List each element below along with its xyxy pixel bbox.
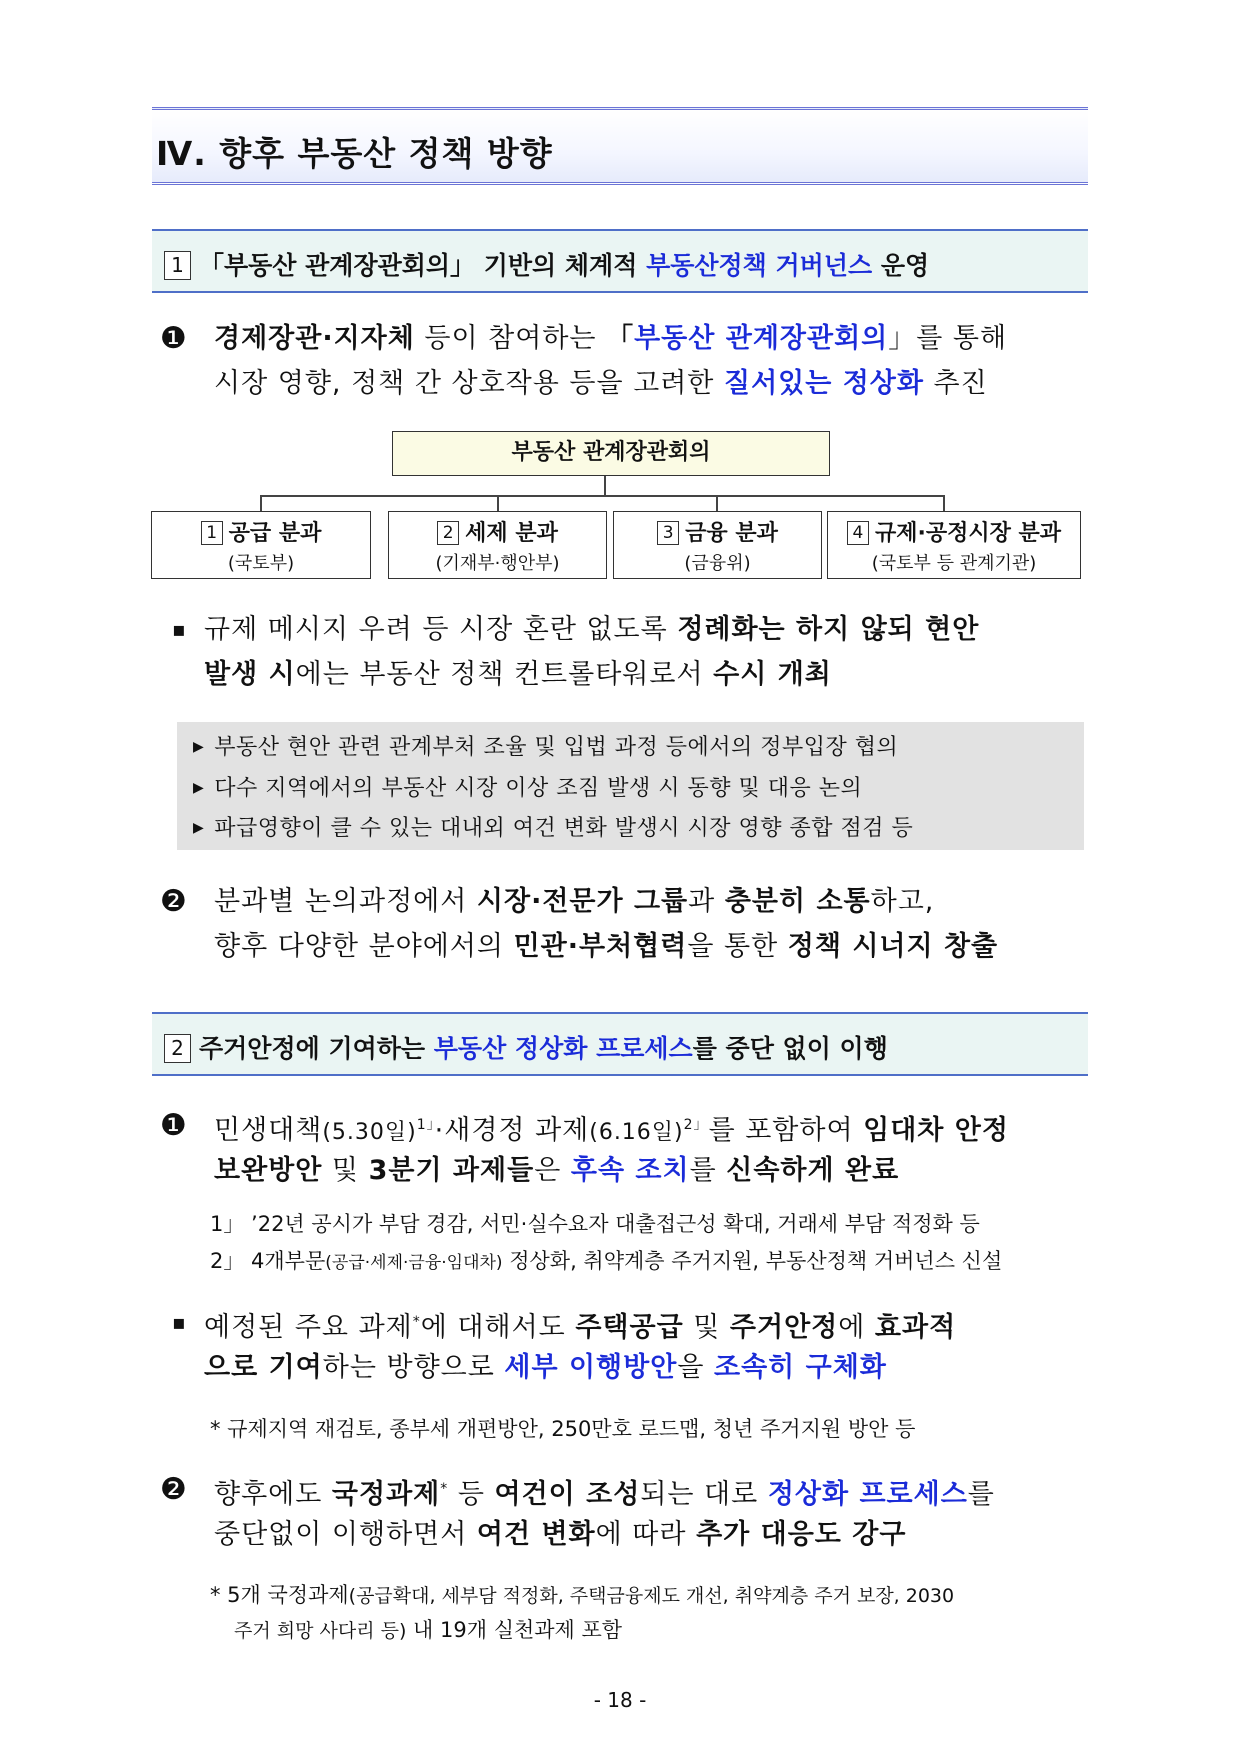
org-box-supply-num: 1 (201, 521, 223, 545)
s2-item-2 (160, 1467, 1100, 1557)
org-connector-4 (943, 495, 945, 511)
s2-bullet-bold-c: 주택공급 (575, 1312, 684, 1343)
s2-bullet-bold-g: 효과적 (874, 1312, 957, 1343)
square-bullet-icon: ▪ (172, 617, 187, 641)
s2-item-2-line-1 (214, 1467, 995, 1517)
section-1-header (152, 229, 1088, 293)
org-box-regulation-num: 4 (847, 521, 869, 545)
s1-item-1-text-e: 」를 통해 (888, 323, 1008, 354)
org-box-finance-num: 3 (657, 521, 679, 545)
s2-item-2-sup: * (440, 1481, 449, 1497)
s1-item-1-bracket-open: 「 (606, 323, 635, 354)
s2-item-2-note-b: (공급확대, 세부담 적정화, 주택금융제도 개선, 취약계층 주거 보장, 2030 (348, 1585, 955, 1607)
chapter-title (152, 107, 1088, 185)
s2-item-1-footnote-2: 2」 (683, 1117, 709, 1133)
s2-item-2-note-line-2 (234, 1614, 622, 1644)
s2-item-1-footnote-1: 1」 (416, 1117, 435, 1133)
number-2-icon: ❷ (160, 1472, 187, 1507)
s1-item-2-bold-d: 충분히 소통 (724, 886, 871, 917)
s2-item-1-text-d: ·새경정 과제 (434, 1115, 590, 1146)
s1-item-1-line-2 (214, 361, 988, 406)
org-box-regulation-title: 규제·공정시장 분과 (874, 521, 1062, 546)
s2-bullet-sup: * (412, 1314, 421, 1330)
org-chart-top: 부동산 관계장관회의 (392, 431, 830, 476)
s2-item-2-line-2 (214, 1512, 906, 1557)
s1-item-1-l2-highlight: 질서있는 정상화 (723, 368, 924, 399)
s1-item-2-l2-bold-d: 정책 시너지 창출 (787, 931, 999, 962)
org-connector-1 (260, 495, 262, 511)
s2-bullet-l2-bold-a: 으로 기여 (204, 1352, 323, 1383)
s2-bullet-text-d: 및 (683, 1312, 730, 1343)
s2-item-1-text-a: 민생대책 (214, 1115, 323, 1146)
s2-item-2-bold-b: 국정과제 (331, 1479, 441, 1510)
s1-bullet-text: 규제 메시지 우려 등 시장 혼란 없도록 (204, 614, 678, 645)
number-1-icon: ❶ (160, 321, 187, 356)
s2-item-1-l2-bold-c: 3분기 과제들 (368, 1155, 535, 1186)
s2-bullet-l2-text-d: 을 (677, 1352, 714, 1383)
triangle-bullet-icon: ▶ (193, 780, 205, 796)
panel-row-1-text: 부동산 현안 관련 관계부처 조율 및 입법 과정 등에서의 정부입장 협의 (214, 735, 899, 760)
org-box-supply-sub: (국토부) (227, 553, 295, 574)
panel-row-3 (193, 811, 913, 842)
org-box-tax-num: 2 (437, 521, 459, 545)
section-2-title-highlight: 부동산 정상화 프로세스 (433, 1034, 693, 1063)
panel-row-2-text: 다수 지역에서의 부동산 시장 이상 조짐 발생 시 동향 및 대응 논의 (214, 776, 863, 801)
org-connector-horizontal (260, 495, 945, 497)
s1-bullet-line-2 (204, 652, 832, 697)
org-connector-2 (497, 495, 499, 511)
section-1-title-highlight: 부동산정책 거버넌스 (646, 251, 873, 280)
s2-bullet (172, 1300, 1092, 1390)
s2-item-2-note-d: 내 19개 실천과제 포함 (406, 1618, 623, 1642)
s2-item-1-l2-text-f: 를 (689, 1155, 727, 1186)
panel-row-3-text: 파급영향이 클 수 있는 대내외 여건 변화 발생시 시장 영향 종합 점검 등 (214, 816, 914, 841)
s2-bullet-l2-text-b: 하는 방향으로 (322, 1352, 505, 1383)
org-connector-3 (716, 495, 718, 511)
org-box-tax-title: 세제 분과 (465, 521, 558, 546)
s2-item-2-note-a: * 5개 국정과제 (210, 1583, 349, 1607)
section-2-number: 2 (164, 1034, 191, 1063)
number-2-icon: ❷ (160, 884, 187, 919)
org-connector-vertical (604, 476, 606, 496)
s2-item-2-text-g: 를 (967, 1479, 995, 1510)
s2-item-1-date-1: (5.30일) (322, 1120, 417, 1145)
s1-bullet-l2-bold-end: 수시 개최 (713, 659, 832, 690)
s1-item-1-l2-text: 시장 영향, 정책 간 상호작용 등을 고려한 (214, 368, 724, 399)
s2-item-1-text-g: 를 포함하여 (708, 1115, 864, 1146)
section-2-header (152, 1012, 1088, 1076)
s1-item-1-highlight: 부동산 관계장관회의 (634, 323, 889, 354)
footnote-2-a: 2」 4개부문 (210, 1249, 326, 1273)
s1-item-2-text-a: 분과별 논의과정에서 (214, 886, 477, 917)
s2-item-2-note-line-1 (210, 1579, 954, 1609)
s2-item-2-highlight-f: 정상화 프로세스 (767, 1479, 968, 1510)
s1-item-2-text-c: 과 (688, 886, 725, 917)
org-box-finance-title: 금융 분과 (685, 521, 778, 546)
s2-item-1-bold-h: 임대차 안정 (863, 1115, 1009, 1146)
section-1-title-post: 운영 (872, 251, 930, 280)
s2-bullet-line-2 (204, 1345, 887, 1390)
s1-item-2-l2-bold-b: 민관·부처협력 (513, 931, 688, 962)
s2-item-1 (160, 1103, 1100, 1193)
grey-info-panel (177, 722, 1084, 850)
chapter-title-text: Ⅳ. 향후 부동산 정책 방향 (156, 134, 553, 173)
s1-bullet-l2-text: 에는 부동산 정책 컨트롤타워로서 (295, 659, 714, 690)
org-box-finance-sub: (금융위) (684, 553, 751, 574)
s1-item-2-text-e: 하고, (870, 886, 935, 917)
number-1-icon: ❶ (160, 1108, 187, 1143)
s1-item-2-line-1 (214, 879, 934, 924)
s2-bullet-bold-e: 주거안정 (729, 1312, 839, 1343)
org-box-regulation (827, 511, 1081, 579)
s2-item-2-text-c: 등 (448, 1479, 495, 1510)
s1-bullet-line-1 (204, 607, 979, 652)
s2-bullet-line-1 (204, 1300, 956, 1350)
org-box-tax (388, 511, 607, 579)
square-bullet-icon: ▪ (172, 1310, 187, 1334)
s1-item-1-bold-a: 경제장관·지자체 (214, 323, 415, 354)
s2-bullet-l2-highlight-e: 조속히 구체화 (713, 1352, 887, 1383)
section-2-title-pre: 주거안정에 기여하는 (199, 1034, 434, 1063)
s1-item-2 (160, 879, 1100, 969)
s2-bullet-l2-highlight-c: 세부 이행방안 (504, 1352, 678, 1383)
s2-bullet-text-a: 예정된 주요 과제 (204, 1312, 413, 1343)
footnote-1: 1」 ’22년 공시가 부담 경감, 서민·실수요자 대출접근성 확대, 거래세 부담 적정화 등 (210, 1212, 980, 1236)
s2-item-1-l2-text-b: 및 (322, 1155, 369, 1186)
s1-item-1 (160, 316, 1100, 406)
org-box-tax-sub: (기재부·행안부) (435, 553, 560, 574)
s1-item-1-text-b: 등이 참여하는 (414, 323, 607, 354)
s1-item-2-l2-text-a: 향후 다양한 분야에서의 (214, 931, 514, 962)
triangle-bullet-icon: ▶ (193, 820, 205, 836)
s2-item-1-l2-highlight: 후속 조치 (570, 1155, 690, 1186)
s2-item-2-text-a: 향후에도 (214, 1479, 332, 1510)
s1-bullet-l2-bold: 발생 시 (204, 659, 296, 690)
org-box-regulation-sub: (국토부 등 관계기관) (871, 553, 1037, 574)
s2-item-1-line-2 (214, 1148, 899, 1193)
s2-item-2-text-e: 되는 대로 (640, 1479, 768, 1510)
footnote-2-c: 정상화, 취약계층 주거지원, 부동산정책 거버넌스 신설 (502, 1249, 1003, 1273)
s2-item-2-bold-d: 여건이 조성 (494, 1479, 641, 1510)
s2-item-1-l2-text-d: 은 (534, 1155, 571, 1186)
s2-item-2-note-c: 주거 희망 사다리 등) (234, 1620, 407, 1642)
s1-item-1-l2-end: 추진 (923, 368, 988, 399)
s1-item-2-l2-text-c: 을 통한 (687, 931, 788, 962)
s1-bullet-bold: 정례화는 하지 않되 현안 (677, 614, 980, 645)
s1-item-2-bold-b: 시장·전문가 그룹 (476, 886, 689, 917)
section-2-title-post: 를 중단 없이 이행 (692, 1034, 888, 1063)
triangle-bullet-icon: ▶ (193, 739, 205, 755)
s2-item-2-l2-bold-b: 여건 변화 (476, 1519, 596, 1550)
s2-bullet-text-b: 에 대해서도 (420, 1312, 576, 1343)
panel-row-2 (193, 771, 862, 802)
page-number: - 18 - (593, 1688, 647, 1712)
org-box-finance (613, 511, 822, 579)
s1-item-2-line-2 (214, 924, 998, 969)
s2-item-2-l2-bold-d: 추가 대응도 강구 (696, 1519, 907, 1550)
section-1-title-pre: 「부동산 관계장관회의」 기반의 체계적 (199, 251, 647, 280)
org-box-supply-title: 공급 분과 (228, 521, 322, 546)
s1-item-1-line-1 (214, 316, 1007, 361)
s2-item-2-l2-text-c: 에 따라 (595, 1519, 697, 1550)
section-1-number: 1 (164, 251, 191, 280)
s2-item-2-l2-text-a: 중단없이 이행하면서 (214, 1519, 477, 1550)
s2-bullet-text-f: 에 (838, 1312, 875, 1343)
s1-bullet (172, 607, 1092, 697)
footnote-2 (210, 1245, 1002, 1275)
s2-item-1-l2-bold-a: 보완방안 (214, 1155, 323, 1186)
org-box-supply (151, 511, 371, 579)
s2-bullet-note: * 규제지역 재검토, 종부세 개편방안, 250만호 로드맵, 청년 주거지원 방안 등 (210, 1417, 916, 1441)
s2-item-1-date-2: (6.16일) (589, 1120, 684, 1145)
s2-item-1-l2-bold-g: 신속하게 완료 (726, 1155, 900, 1186)
panel-row-1 (193, 730, 898, 761)
footnote-2-b: (공급·세제·금융·임대차) (325, 1253, 503, 1273)
